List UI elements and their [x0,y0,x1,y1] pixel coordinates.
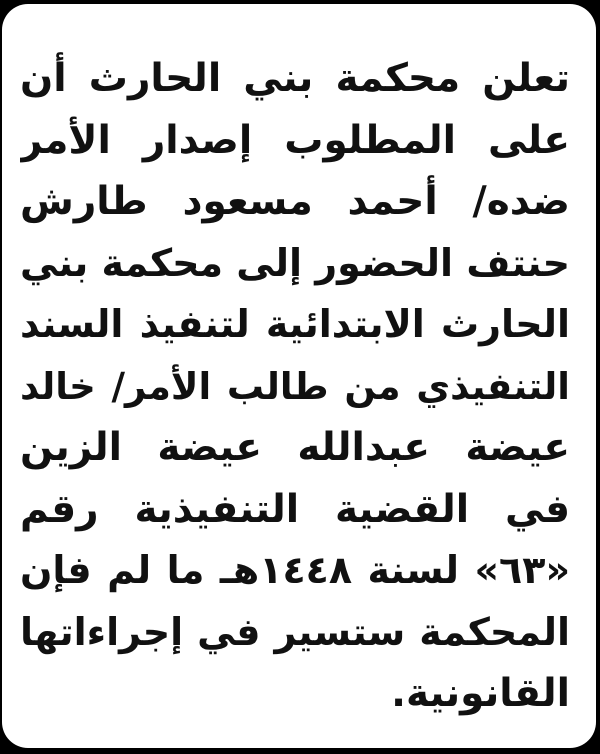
notice-line-final: القانونية. [391,671,570,716]
notice-line: تعلن محكمة بني الحارث أن [20,56,570,101]
notice-text [20,48,570,725]
notice-card [2,4,596,748]
notice-line: على المطلوب إصدار الأمر [20,117,570,163]
notice-line: في القضية التنفيذية رقم [20,486,570,532]
notice-line: التنفيذي من طالب الأمر/ خالد [20,364,570,408]
notice-line: المحكمة ستسير في إجراءاتها [20,609,570,654]
notice-line: عيضة عبدالله عيضة الزين [20,425,570,470]
notice-line: ضده/ أحمد مسعود طارش [20,179,570,224]
notice-line: الحارث الابتدائية لتنفيذ السند [20,302,570,346]
notice-line: «٦٣» لسنة ١٤٤٨هـ ما لم فإن [20,548,570,592]
notice-line: حنتف الحضور إلى محكمة بني [20,240,570,285]
